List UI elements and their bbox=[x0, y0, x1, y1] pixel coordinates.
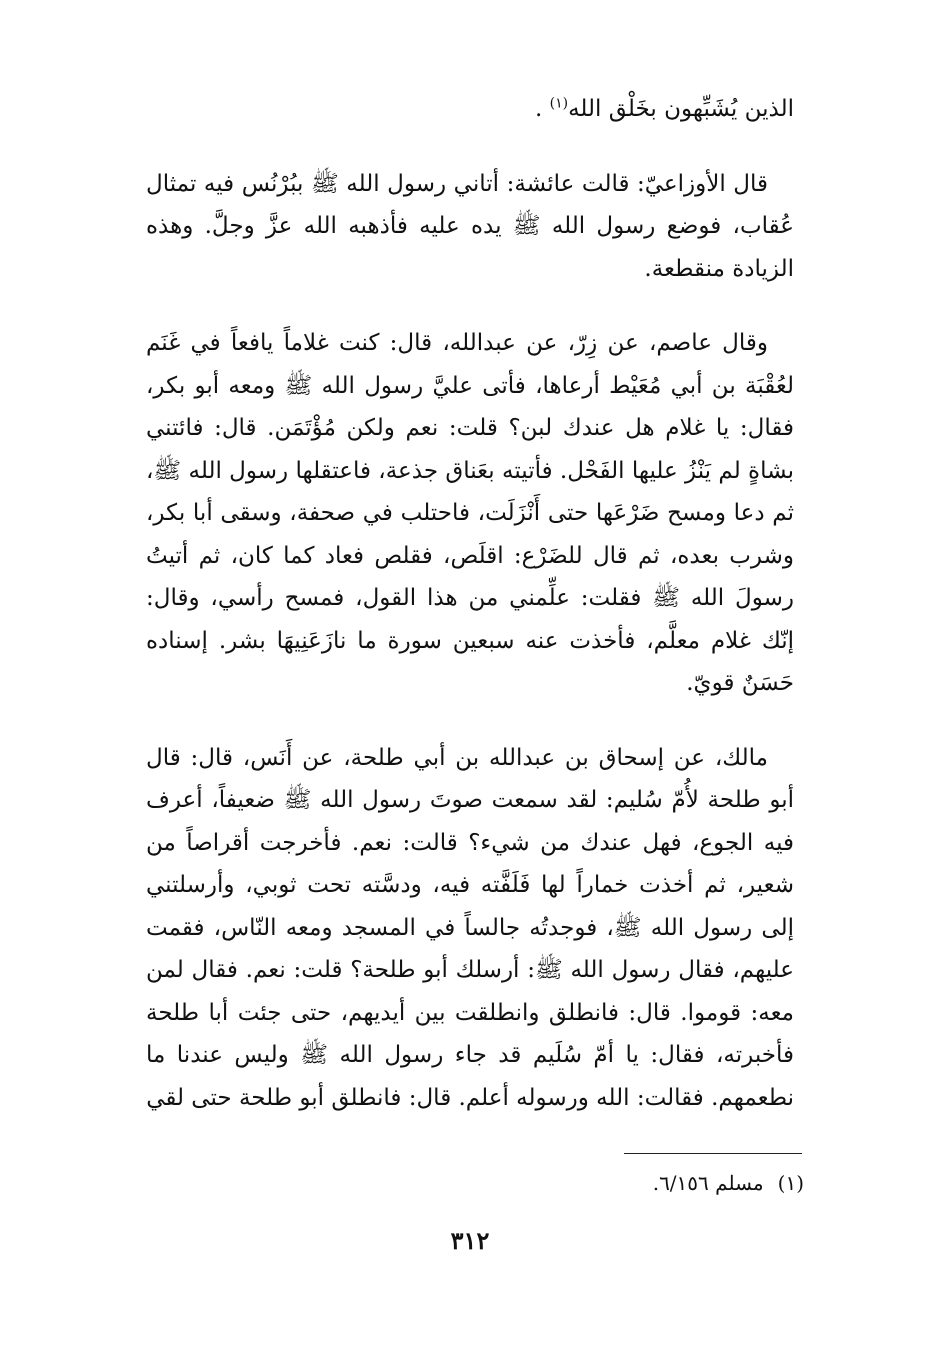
paragraph-3: وقال عاصم، عن زِرّ، عن عبدالله، قال: كنت غلاماً يافعاً في غَنَم لعُقْبَة بن أبي مُعَيْط أرعاها، فأتى عليَّ رسول الله ﷺ ومعه أبو بكر، فقال: يا غلام هل عندك لبن؟ قلت: نعم ولكن مُؤْتَمَن. قال: فائتني بشاةٍ لم يَنْزُ عليها الفَحْل. فأتيته بعَناق جذعة، فاعتقلها رسول الله ﷺ، ثم دعا ومسح ضَرْعَها حتى أَنْزَلَت، فاحتلب في صحفة، وسقى أبا بكر، وشرب بعده، ثم قال للضَرْع: اقلَص، فقلص فعاد كما كان، ثم أتيتُ رسولَ الله ﷺ فقلت: علِّمني من هذا القول، فمسح رأسي، وقال: إنّك غلام معلَّم، فأخذت عنه سبعين سورة ما نازَعَنِيهَا بشر. إسناده حَسَنٌ قويّ. bbox=[146, 330, 795, 696]
paragraph-1-text: الذين يُشَبِّهون بخَلْق الله bbox=[568, 96, 794, 122]
paragraph-4: مالك، عن إسحاق بن عبدالله بن أبي طلحة، عن أَنَس، قال: قال أبو طلحة لأُمّ سُليم: لقد سمعت صوتَ رسول الله ﷺ ضعيفاً، أعرف فيه الجوع، فهل عندك من شيء؟ قالت: نعم. فأخرجت أقراصاً من شعير، ثم أخذت خماراً لها فَلَفَّته فيه، ودسَّته تحت ثوبي، وأرسلتني إلى رسول الله ﷺ، فوجدتُه جالساً في المسجد ومعه النّاس، فقمت عليهم، فقال رسول الله ﷺ: أرسلك أبو طلحة؟ قلت: نعم. فقال لمن معه: قوموا. قال: فانطلق وانطلقت بين أيديهم، حتى جئت أبا طلحة فأخبرته، فقال: يا أمّ سُلَيم قد جاء رسول الله ﷺ وليس عندنا ما نطعمهم. فقالت: الله ورسوله أعلم. قال: فانطلق أبو طلحة حتى لقي bbox=[146, 744, 794, 1111]
footnote-reference: (١) bbox=[549, 95, 569, 112]
paragraph-1 bbox=[146, 88, 794, 131]
paragraph-gap bbox=[146, 131, 794, 163]
paragraph-2: قال الأوزاعيّ: قالت عائشة: أتاني رسول الله ﷺ ببُرْنُس فيه تمثال عُقاب، فوضع رسول الله ﷺ يده عليه فأذهبه الله عزَّ وجلَّ. وهذه الزيادة منقطعة. bbox=[146, 170, 794, 282]
paragraph-gap bbox=[146, 290, 794, 322]
footnote-text: مسلم ٦/١٥٦. bbox=[652, 1171, 764, 1195]
paragraph-1-tail: . bbox=[534, 96, 550, 122]
paragraph-gap bbox=[146, 705, 794, 737]
footnote-divider bbox=[624, 1153, 802, 1154]
footnote bbox=[560, 1168, 804, 1198]
page-number: ٣١٢ bbox=[450, 1226, 490, 1255]
footnote-number: (١) bbox=[777, 1171, 804, 1195]
main-text bbox=[146, 88, 794, 1119]
